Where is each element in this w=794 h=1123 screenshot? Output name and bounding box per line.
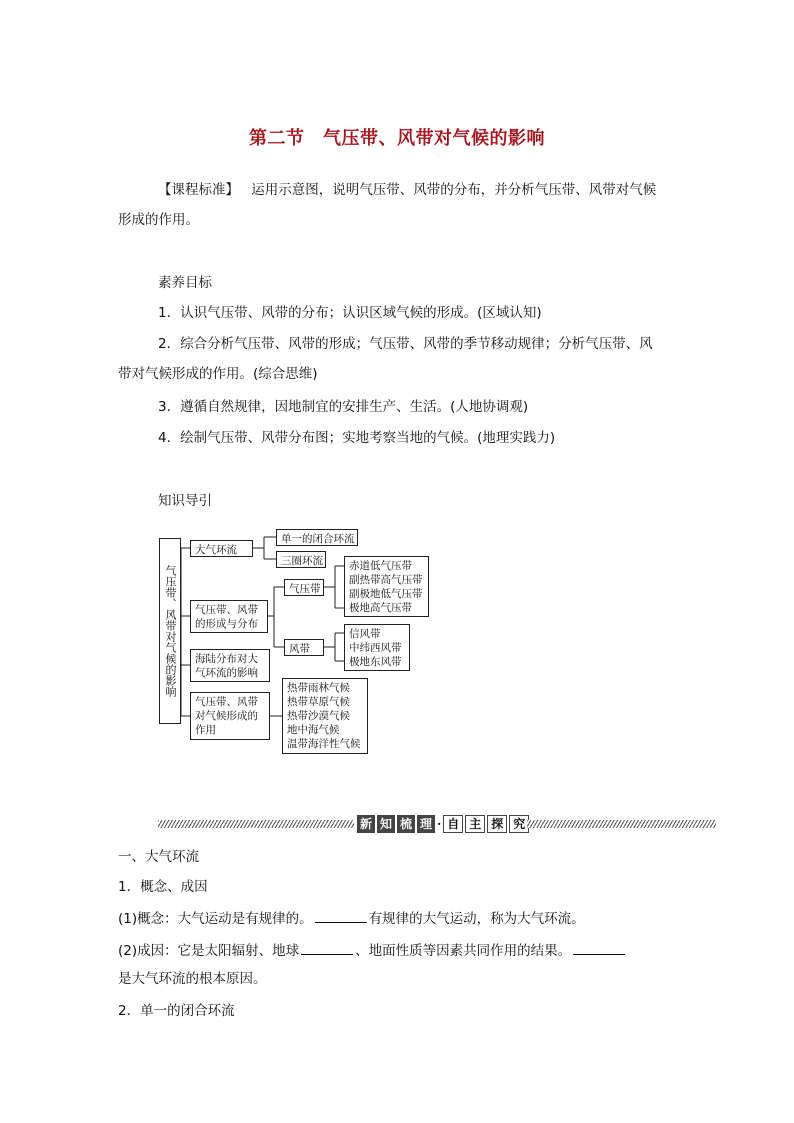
- goal-item-3: 3．遵循自然规律，因地制宜的安排生产、生活。(人地协调观): [158, 399, 529, 415]
- standard-text-2: 形成的作用。: [118, 212, 199, 228]
- wind-belt-2: 中纬西风带: [349, 642, 402, 654]
- node-formation-label: 气压带、风带的形成与分布: [195, 604, 258, 630]
- paragraph-cause: [118, 940, 627, 961]
- banner-char-4: 理: [417, 815, 435, 833]
- banner-char-8: 究: [509, 815, 529, 833]
- climate-1: 热带雨林气候: [287, 682, 350, 694]
- node-land-sea: [190, 649, 270, 682]
- cause-text-c: 是大气环流的根本原因。: [118, 971, 267, 987]
- subheading-1: 1．概念、成因: [118, 879, 208, 895]
- banner-char-2: 知: [377, 815, 395, 833]
- standard-text-1: 运用示意图，说明气压带、风带的分布，并分析气压带、风带对气候: [251, 182, 657, 198]
- section-heading: 一、大气环流: [118, 849, 199, 865]
- banner-char-6: 主: [465, 815, 485, 833]
- blank-3[interactable]: [573, 940, 625, 955]
- goal-item-2-cont: 带对气候形成的作用。(综合思维): [118, 366, 318, 382]
- cause-text-a: (2)成因：它是太阳辐射、地球: [118, 943, 300, 959]
- pressure-belt-2: 副热带高气压带: [349, 574, 423, 586]
- node-single-cell: 单一的闭合环流: [276, 529, 358, 546]
- standard-label: 【课程标准】: [158, 182, 239, 198]
- node-climate-effect-label: 气压带、风带对气候形成的作用: [195, 696, 258, 736]
- banner-hatch-right: [527, 820, 716, 828]
- banner-dot: ·: [437, 817, 442, 831]
- wind-belt-1: 信风带: [349, 628, 381, 640]
- wind-belt-3: 极地东风带: [349, 656, 402, 668]
- pressure-belt-3: 副极地低气压带: [349, 588, 423, 600]
- wind-belts-list: [344, 624, 410, 671]
- pressure-belt-4: 极地高气压带: [349, 602, 412, 614]
- blank-2[interactable]: [301, 940, 353, 955]
- concept-text-a: (1)概念：大气运动是有规律的。: [118, 911, 313, 927]
- node-pressure-belts: 气压带: [284, 579, 324, 596]
- page-title: 第二节 气压带、风带对气候的影响: [249, 128, 545, 149]
- climate-5: 温带海洋性气候: [287, 738, 361, 750]
- climate-2: 热带草原气候: [287, 696, 350, 708]
- node-wind-belts: 风带: [284, 639, 324, 656]
- goal-item-4: 4．绘制气压带、风带分布图；实地考察当地的气候。(地理实践力): [158, 430, 556, 446]
- diagram-root: 气压带、风带对气候的影响: [159, 538, 181, 724]
- guide-heading: 知识导引: [158, 493, 212, 509]
- node-formation-distribution: [190, 600, 268, 633]
- banner-char-7: 探: [487, 815, 507, 833]
- blank-1[interactable]: [315, 908, 367, 923]
- goal-item-1: 1．认识气压带、风带的分布；认识区域气候的形成。(区域认知): [158, 305, 542, 321]
- climates-list: [282, 678, 368, 754]
- banner-char-1: 新: [357, 815, 375, 833]
- node-land-sea-label: 海陆分布对大气环流的影响: [195, 653, 258, 679]
- node-climate-effect: [190, 692, 270, 740]
- goals-heading: 素养目标: [158, 275, 212, 291]
- banner-hatch-left: [158, 820, 354, 828]
- section-banner: [357, 815, 529, 833]
- concept-text-b: 有规律的大气运动，称为大气环流。: [368, 911, 585, 927]
- paragraph-concept: [118, 908, 585, 929]
- node-atmospheric-circulation: 大气环流: [190, 540, 253, 557]
- cause-text-b: 、地面性质等因素共同作用的结果。: [355, 943, 572, 959]
- goal-item-2: 2．综合分析气压带、风带的形成；气压带、风带的季节移动规律；分析气压带、风: [158, 336, 653, 352]
- climate-4: 地中海气候: [287, 724, 340, 736]
- banner-char-5: 自: [443, 815, 463, 833]
- subheading-2: 2．单一的闭合环流: [118, 1003, 235, 1019]
- node-three-cell: 三圈环流: [276, 551, 326, 568]
- climate-3: 热带沙漠气候: [287, 710, 350, 722]
- banner-char-3: 梳: [397, 815, 415, 833]
- pressure-belt-1: 赤道低气压带: [349, 560, 412, 572]
- pressure-belts-list: [344, 556, 429, 617]
